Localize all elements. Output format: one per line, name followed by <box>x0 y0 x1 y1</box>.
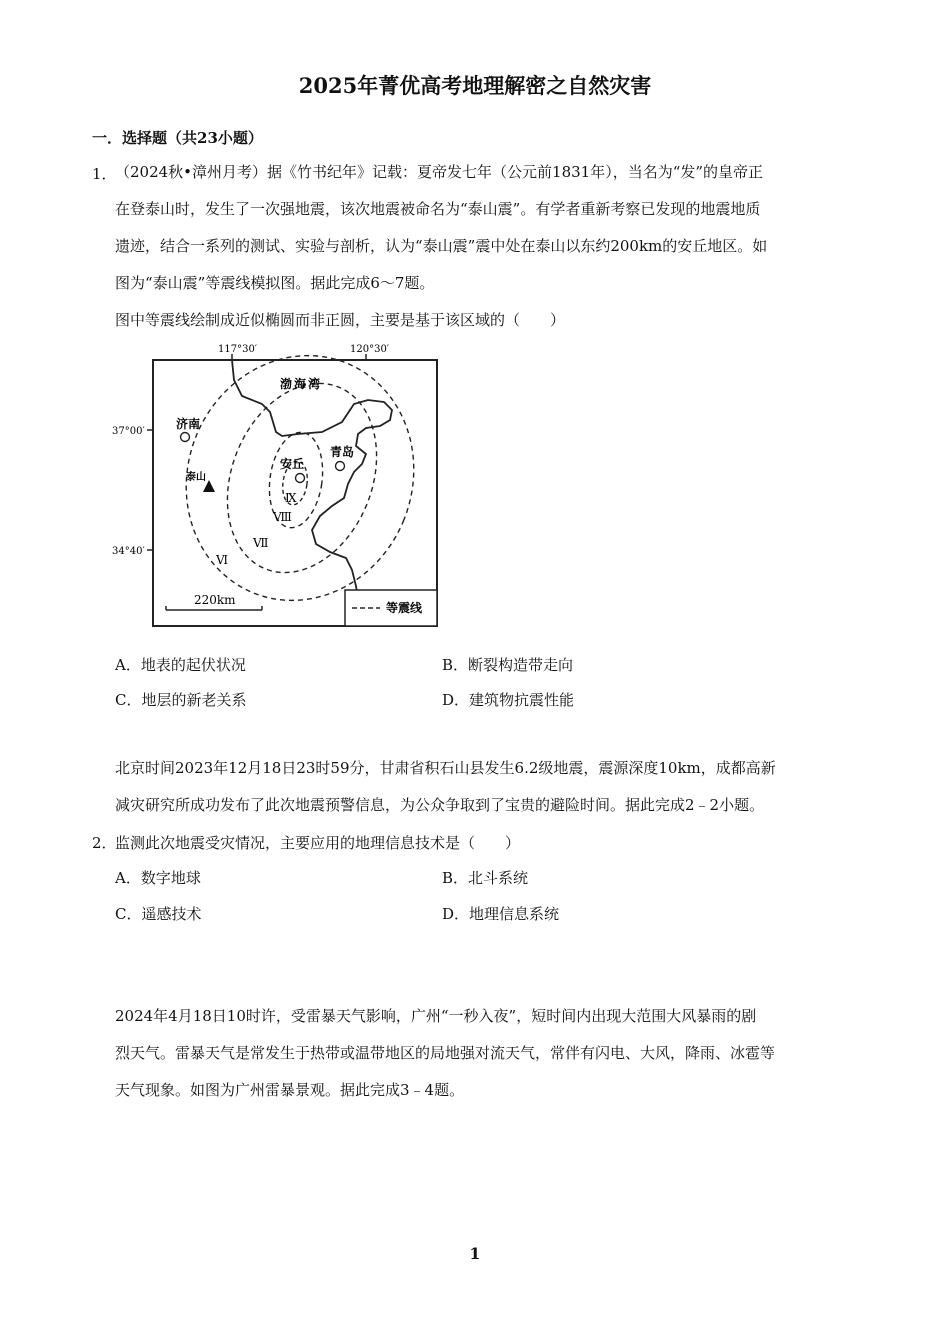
latitude-label: 37°00′ <box>112 426 145 437</box>
question-1-line: 遗迹，结合一系列的测试、实验与剖析，认为“泰山震”震中处在泰山以东约200km的安丘地区。如 <box>115 237 768 255</box>
city-label-qingdao: 青岛 <box>330 445 355 459</box>
intro-line: 烈天气。雷暴天气是常发生于热带或温带地区的局地强对流天气，常伴有闪电、大风，降雨、冰雹等 <box>115 1044 776 1062</box>
mountain-label: 泰山 <box>186 472 206 483</box>
section-heading: 一．选择题（共23小题） <box>92 129 263 147</box>
intro-line: 天气现象。如图为广州雷暴景观。据此完成3﹣4题。 <box>115 1081 465 1099</box>
epicenter-marker-anqiu <box>296 474 305 483</box>
option-d: D．地理信息系统 <box>442 905 560 923</box>
zone-label-VIII: Ⅷ <box>273 510 292 524</box>
scale-label: 220km <box>194 593 236 607</box>
question-2-number: 2． <box>92 834 117 852</box>
city-marker-qingdao <box>336 462 345 471</box>
question-2-intro <box>115 750 875 824</box>
question-1-line: 图为“泰山震”等震线模拟图。据此完成6～7题。 <box>115 274 435 292</box>
question-1-stem: 图中等震线绘制成近似椭圆而非正圆，主要是基于该区域的（ ） <box>115 311 566 329</box>
option-a: A．地表的起伏状况 <box>115 656 246 674</box>
question-1-line: 在登泰山时，发生了一次强地震，该次地震被命名为“泰山震”。有学者重新考察已发现的地震地质 <box>115 200 761 218</box>
intro-line: 2024年4月18日10时许，受雷暴天气影响，广州“一秒入夜”，短时间内出现大范围大风暴雨的剧 <box>115 1007 757 1025</box>
longitude-label: 117°30′ <box>218 344 258 355</box>
option-a: A．数字地球 <box>115 869 201 887</box>
city-marker-jinan <box>181 433 190 442</box>
page-number: 1 <box>469 1244 481 1263</box>
option-b: B．北斗系统 <box>442 869 529 887</box>
question-3-intro <box>115 998 875 1109</box>
coastline <box>232 360 392 598</box>
longitude-label: 120°30′ <box>350 344 390 355</box>
intro-line: 北京时间2023年12月18日23时59分，甘肃省积石山县发生6.2级地震，震源深度10km，成都高新 <box>115 759 776 777</box>
isoseismal-map <box>110 340 440 630</box>
option-c: C．遥感技术 <box>115 905 202 923</box>
intro-line: 减灾研究所成功发布了此次地震预警信息，为公众争取到了宝贵的避险时间。据此完成2﹣2小题。 <box>115 796 765 814</box>
sea-label: 渤海湾 <box>280 377 323 391</box>
legend-label: 等震线 <box>386 601 423 615</box>
option-b: B．断裂构造带走向 <box>442 656 574 674</box>
city-label-jinan: 济南 <box>176 417 201 431</box>
question-1-text <box>115 154 875 339</box>
document-title: 2025年菁优高考地理解密之自然灾害 <box>298 73 652 98</box>
zone-label-VII: Ⅶ <box>253 536 269 550</box>
zone-label-IX: Ⅸ <box>285 491 297 505</box>
city-label-anqiu: 安丘 <box>280 457 305 471</box>
question-2-stem: 监测此次地震受灾情况，主要应用的地理信息技术是（ ） <box>115 834 521 852</box>
option-c: C．地层的新老关系 <box>115 691 247 709</box>
question-1-line: （2024秋•漳州月考）据《竹书纪年》记载：夏帝发七年（公元前1831年），当名为“发”的皇帝正 <box>115 163 764 181</box>
option-d: D．建筑物抗震性能 <box>442 691 575 709</box>
zone-label-VI: Ⅵ <box>216 553 229 567</box>
isoseismal-map-figure <box>110 340 440 630</box>
question-1-number: 1． <box>92 165 117 183</box>
latitude-label: 34°40′ <box>112 546 145 557</box>
